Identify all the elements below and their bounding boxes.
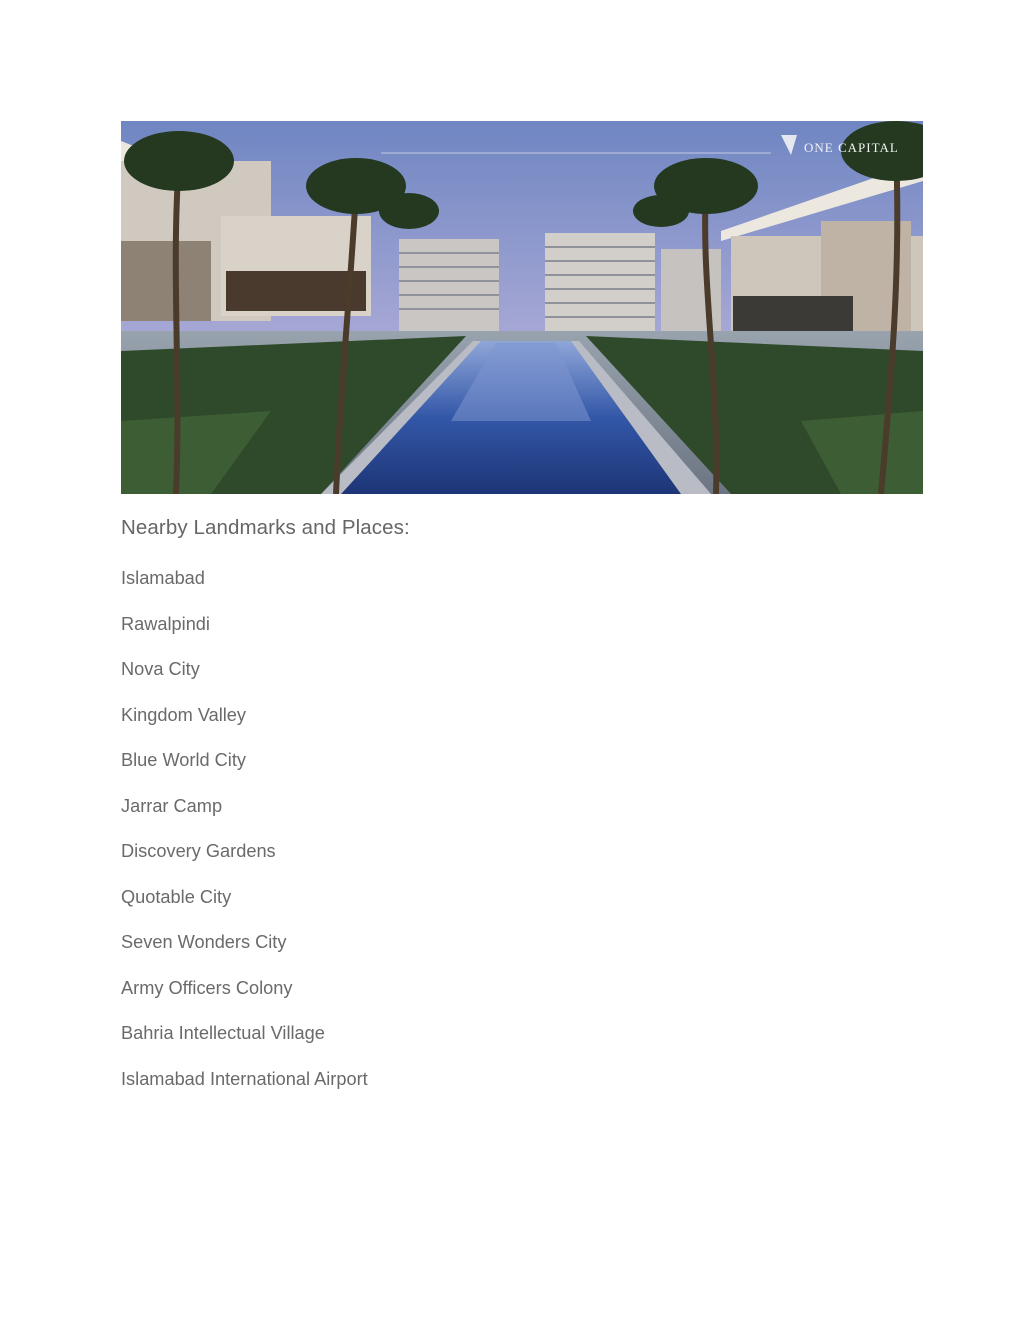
- list-item: Kingdom Valley: [121, 704, 247, 725]
- list-item: Army Officers Colony: [121, 977, 293, 998]
- landmarks-list: [121, 565, 368, 1111]
- section-heading: Nearby Landmarks and Places:: [121, 516, 410, 539]
- list-item: Blue World City: [121, 750, 246, 770]
- resort-pool-illustration: [121, 121, 923, 494]
- hero-image: [121, 121, 923, 494]
- list-item: Islamabad: [121, 568, 205, 588]
- list-item: Bahria Intellectual Village: [121, 1023, 325, 1043]
- watermark-text: ONE CAPITAL: [804, 140, 899, 155]
- list-item: Jarrar Camp: [121, 795, 223, 816]
- list-item: Rawalpindi: [121, 613, 210, 634]
- list-item: Seven Wonders City: [121, 932, 287, 952]
- list-item: Nova City: [121, 659, 200, 679]
- list-item: Discovery Gardens: [121, 841, 276, 861]
- list-item: Islamabad International Airport: [121, 1068, 368, 1089]
- list-item: Quotable City: [121, 886, 232, 907]
